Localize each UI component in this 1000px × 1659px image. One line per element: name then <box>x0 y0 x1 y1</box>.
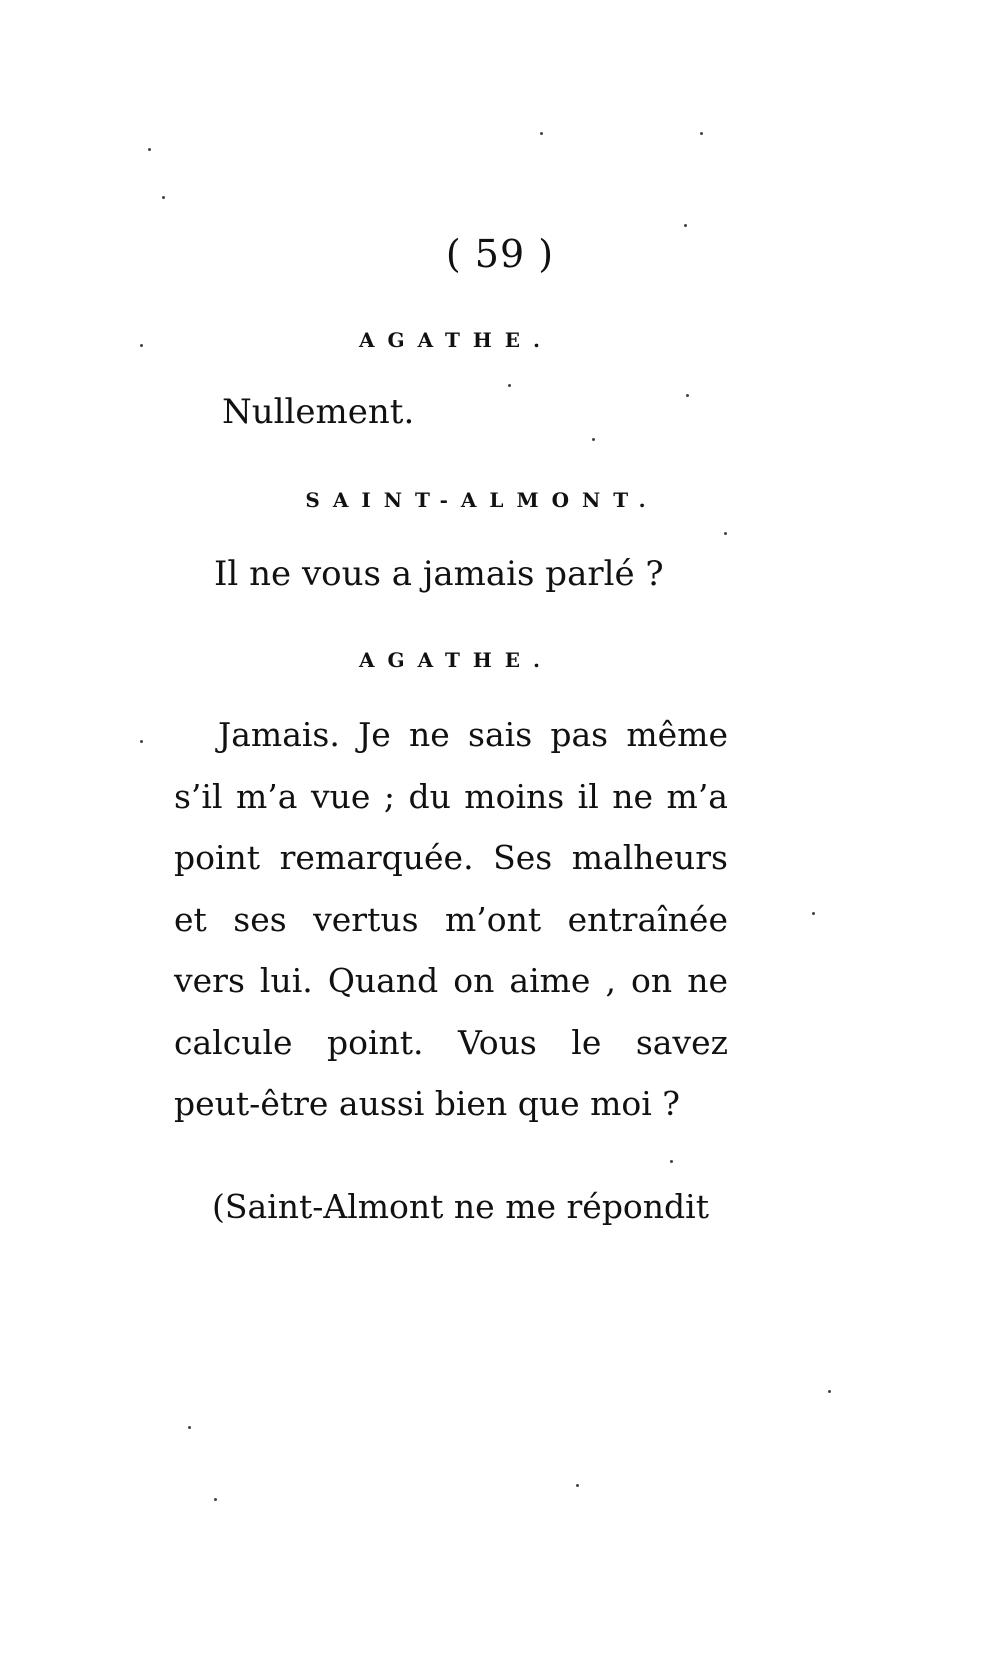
scan-speck <box>148 148 151 151</box>
scan-speck <box>684 224 687 227</box>
scan-speck <box>540 132 543 135</box>
speaker-agathe: AGATHE. <box>358 328 553 352</box>
scan-speck <box>140 344 143 347</box>
scan-speck <box>812 912 815 915</box>
scan-speck <box>592 438 595 441</box>
dialogue-line: Il ne vous a jamais parlé ? <box>214 554 664 594</box>
page-number: ( 59 ) <box>445 232 555 276</box>
scan-speck <box>724 532 727 535</box>
scan-speck <box>508 384 511 387</box>
scan-speck <box>162 196 165 199</box>
dialogue-paragraph: Jamais. Je ne sais pas même s’il m’a vue ; du moins il ne m’a point remarquée. Ses malheurs et ses vertus m’ont entraînée vers lui. Quand on aime , on ne calcule point. Vous le savez peut-être aussi bien que moi ? <box>174 715 728 1123</box>
scan-speck <box>214 1498 217 1501</box>
speaker-saint-almont: SAINT-ALMONT. <box>305 488 659 512</box>
scan-speck <box>188 1426 191 1429</box>
speaker-agathe: AGATHE. <box>358 648 553 672</box>
scan-speck <box>700 132 703 135</box>
scan-speck <box>576 1484 579 1487</box>
scan-speck <box>828 1390 831 1393</box>
scan-speck <box>140 740 143 743</box>
dialogue-line: Nullement. <box>222 392 415 432</box>
scan-speck <box>670 1160 673 1163</box>
stage-direction: (Saint-Almont ne me répondit <box>212 1187 709 1226</box>
scan-speck <box>686 394 689 397</box>
